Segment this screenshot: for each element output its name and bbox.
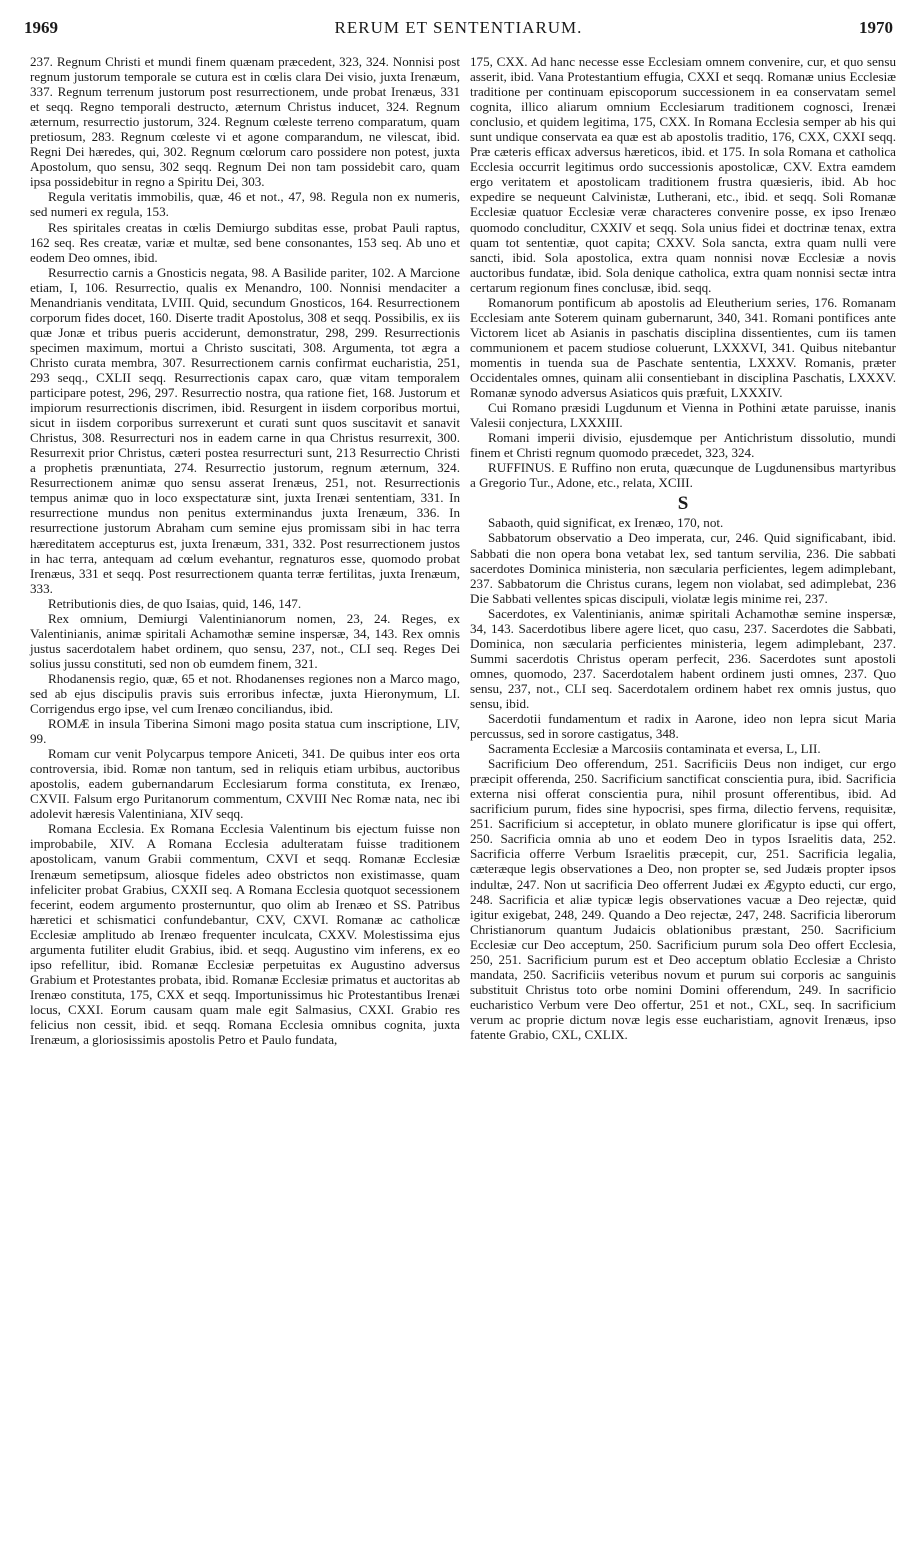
index-entry: RUFFINUS. E Ruffino non eruta, quæcunque de Lugdunensibus martyribus a Gregorio Tur., Adone, etc., relata, XCIII.	[470, 460, 896, 491]
running-title: RERUM ET SENTENTIARUM.	[334, 18, 583, 37]
index-entry: Sabbatorum observatio a Deo imperata, cur, 246. Quid significabant, ibid. Sabbati die non opera bona vetabat lex, sed tantum servilia, 236. Die sabbati sacerdotes Dominica ministeria, non sæcularia perficientes, legem adimplebant, 237. Sabbatorum die Christus curans, legem non violabat, sed adimplebat, 236 Die Sabbati vellentes spicas discipuli, violatæ legis minime rei, 237.	[470, 530, 896, 606]
index-entry: Romana Ecclesia. Ex Romana Ecclesia Valentinum bis ejectum fuisse non improbabile, XIV. A Romana Ecclesia adulteratam fuisse traditionem apostolicam, vanum Grabii commentum, CXVI et seqq. Romanæ Ecclesiæ Irenæum semetipsum, aliosque fideles adeo obstrictos non existimasse, quam infeliciter probat Grabius, CXXII seq. A Romana Ecclesia quotquot secessionem fecerint, eodem argumento prosternuntur, quo olim ab Irenæo et SS. Patribus hæretici et schismatici confundebantur, CXV, CXVI. Romanæ ac catholicæ Ecclesiæ amplitudo ab Irenæo frequenter inculcata, CXXV. Molestissima ejus argumenta futiliter eludit Grabius, ibid. et seqq. Augustino vim inferens, ex eo ipso refellitur, ibid. Romanæ Ecclesiæ perpetuitas ex Augustino adversus Grabium et Protestantes probata, ibid. Romanæ Ecclesiæ primatus et auctoritas ab Irenæo constituta, 175, CXX et seqq. Importunissimus hic Protestantibus Irenæi locus, CXXI. Eorum causam quam male egit Salmasius, CXXI. Grabio res felicius non cessit, ibid. et seqq. Romana Ecclesia omnibus cognita, juxta Irenæum, a gloriosissimis apostolis Petro et Paulo fundata,	[30, 821, 460, 1048]
index-entry: Cui Romano præsidi Lugdunum et Vienna in Pothini ætate paruisse, inanis Valesii conjectura, LXXXIII.	[470, 400, 896, 431]
index-entry: 237. Regnum Christi et mundi finem quænam præcedent, 323, 324. Nonnisi post regnum justorum temporale se cutura est in cœlis clara Dei visio, juxta Irenæum, 337. Regnum terrenum justorum post resurrectionem, unde probat Irenæus, 331 et seqq. Regno temporali destructo, æternum Christus inducet, 324. Regnum æternum, resurrectio justorum, 324. Regnum cœleste terreno comparatum, quam pretiosum, 283. Regnum cœleste vi et agone comparandum, ne vilescat, ibid. Regni Dei hæredes, qui, 302. Regnum cœlorum caro possidere non potest, juxta Apostolum, quo sensu, 302 seqq. Regnum Dei non tam possidebit caro, quam ipsa possidebitur in regno a Spiritu Dei, 303.	[30, 54, 460, 190]
page-number-right: 1970	[859, 18, 893, 37]
index-entry: Retributionis dies, de quo Isaias, quid, 146, 147.	[48, 595, 302, 611]
index-entry: Sabaoth, quid significat, ex Irenæo, 170, not.	[488, 515, 724, 531]
index-entry: Romani imperii divisio, ejusdemque per Antichristum dissolutio, mundi finem et Christi regnum quomodo præcedet, 323, 324.	[470, 430, 896, 461]
index-entry: Romanorum pontificum ab apostolis ad Eleutherium series, 176. Romanam Ecclesiam ante Soterem quinam gubernarunt, 340, 341. Romani pontifices ante Victorem licet ab Asianis in paschatis disciplina dissentientes, cum iis tamen communionem et pacem studiose coluerunt, LXXXVI, 341. Quibus nitebantur momentis in tuenda sua de Paschate sententia, LXXXV. Romanis, præter Occidentales omnes, quinam alii consentiebant in disciplina Paschatis, LXXXV. Romanæ synodo adversus Asiaticos quis præfuit, LXXXIV.	[470, 294, 896, 401]
index-entry: Resurrectio carnis a Gnosticis negata, 98. A Basilide pariter, 102. A Marcione etiam, I, 106. Resurrectio, qualis ex Menandro, 100. Nonnisi mendaciter a Menandrianis venditata, LVIII. Quid, secundum Gnosticos, 164. Resurrectionem corporum fides docet, 160. Diserte tradit Apostolus, 308 et seqq. Possibilis, ex iis quæ Jonæ et tribus pueris acciderunt, demonstratur, 298, 299. Resurrectionis specimen maximum, mortui a Christo suscitati, 308. Argumenta, tot ægra a Christo curata membra, 307. Resurrectionem carnis confirmat eucharistia, 251, 293 seqq., CXLII seqq. Resurrectionis capax caro, quæ vitam temporalem participare potest, 296, 297. Resurrectio nostra, qua ratione fiet, 168. Justorum et impiorum resurrectionis discrimen, ibid. Resurgent in iisdem corporibus mortui, sicut in iisdem corporibus surrexerunt et curati sunt quos suscitavit et sanavit Christus, 308. Resurrecturi nos in eadem carne in qua Christus resurrexit, 300. Resurrexit prior Christus, cæteri postea resurrecturi sunt, 213 Resurrectio Christi a prophetis prænuntiata, 274. Resurrectio justorum, regnum æternum, 324. Resurrectionem animæ quo sensu asserat Irenæus, 251, not. Resurrectionis tempus animæ quo in loco exspectaturæ sint, juxta Irenæi sententiam, 331. In resurrectione mundus non penitus exterminandus juxta Irenæum, 336. In resurrectione justorum Abraham cum semine ejus promissam sibi in hac terra hæreditatem accepturus est, juxta Irenæum, 331, 332. Post resurrectionem justos in hac terra, antequam ad cœlum evehantur, regnaturos esse, quomodo probat Irenæus, 331 et seqq. Post resurrectionem quanta terræ fertilitas, juxta Irenæum, 333.	[30, 264, 460, 596]
index-entry: Regula veritatis immobilis, quæ, 46 et not., 47, 98. Regula non ex numeris, sed numeri ex regula, 153.	[30, 189, 460, 220]
index-entry: Romam cur venit Polycarpus tempore Aniceti, 341. De quibus inter eos orta controversia, ibid. Romæ non tantum, sed in reliquis etiam urbibus, auctoribus apostolis, eadem gubernandarum Ecclesiarum forma constituta, ex Irenæo, CXVII. Falsum ergo Puritanorum commentum, CXVIII Nec Romæ nata, nec ibi adolevit hæresis Valentiniana, XIV seqq.	[30, 746, 460, 822]
index-entry: Sacramenta Ecclesiæ a Marcosiis contaminata et eversa, L, LII.	[488, 741, 821, 757]
index-entry: Sacerdotii fundamentum et radix in Aarone, ideo non lepra sicut Maria percussus, sed in sorore castigatus, 348.	[470, 711, 896, 742]
right-column	[470, 54, 896, 1042]
page-header	[24, 12, 893, 38]
left-column	[30, 54, 460, 1047]
index-entry: ROMÆ in insula Tiberina Simoni mago posita statua cum inscriptione, LIV, 99.	[30, 716, 460, 747]
page-number-left: 1969	[24, 18, 58, 37]
index-entry: Rhodanensis regio, quæ, 65 et not. Rhodanenses regiones non a Marco mago, sed ab ejus discipulis pravis suis erroribus infectæ, juxta Hieronymum, LI. Corrigendus ergo ipse, vel cum Irenæo conciliandus, ibid.	[30, 670, 460, 717]
section-letter-heading: S	[677, 493, 689, 515]
index-entry: Rex omnium, Demiurgi Valentinianorum nomen, 23, 24. Reges, ex Valentinianis, animæ spiritali Achamothæ semine inspersæ, 34, 143. Rex omnis justus sacerdotalem habet ordinem, quo sensu, 237, not., CLI seq. Reges Dei solius jussu constituti, sed non ob eumdem finem, 321.	[30, 610, 460, 671]
index-entry: Sacrificium Deo offerendum, 251. Sacrificiis Deus non indiget, cur ergo præcipit offerenda, 250. Sacrificium sanctificat conscientia pura, ibid. Sacrificia externa nisi offerat conscientia pura, nihil prosunt offerentibus, ibid. Ad sacrificium purum, fides sine hypocrisi, spes firma, dilectio fervens, requisitæ, 251. Sacrificium si acceptetur, in oblato munere glorificatur is ipse qui offert, 250. Sacrificia omnia ab uno et eodem Deo in typos Israelitis data, 252. Sacrificia offerre Verbum Israelitis præcepit, cur, 251. Sacrificia legalia, cæteræque legis observationes a Deo, non propter se, sed Judæis propter ipsos indultæ, 247. Non ut sacrificia Deo offerrent Judæi ex Ægypto educti, cur ergo, 248. Sacrificia et aliæ typicæ legis observationes vacuæ a Deo rejectæ, quid igitur exigebat, 248, 249. Quando a Deo rejectæ, 247, 248. Sacrificia liberorum Christianorum quantum Judaicis oblationibus præstant, 250. Sacrificium Ecclesiæ cur Deo acceptum, 250. Sacrificium purum sola Deo offert Ecclesia, 250, 251. Sacrificium purum est et Deo acceptum oblatio Ecclesiæ a Christo mandata, 250. Sacrificiis veteribus novum et purum sui corporis ac sanguinis substituit Christus toto orbe nomini Domini offerendum, 249. In sacrificio eucharistico Verbum vere Deo offertur, 251 et not., CXL, seq. In sacrificium verum ac proprie dictum novæ legis esse eucharistiam, agnovit Irenæus, ipso fatente Grabio, CXL, CXLIX.	[470, 756, 896, 1042]
index-entry: 175, CXX. Ad hanc necesse esse Ecclesiam omnem convenire, cur, et quo sensu asserit, ibid. Vana Protestantium effugia, CXXI et seqq. Romanæ unius Ecclesiæ traditione per continuam episcoporum successionem in ea conservatam semel cognita, illico aliarum omnium Ecclesiarum traditionem cognosci, Irenæi conclusio, et quidem legitima, 175, CXX. In Romana Ecclesia semper ab his qui sunt undique conservata ea quæ est ab apostolis traditio, 176, CXX, CXXI seqq. Præ cæteris efficax adversus hæreticos, ibid. et 175. In sola Romana et catholica Ecclesia occurrit legitimus ordo successionis apostolicæ, CXV. Extra eamdem ergo veritatem et apostolicam traditionem frustra quæsieris, ibid. Ab hoc expedire se nequeunt Calvinistæ, Lutherani, etc., ibid. et seqq. Soli Romanæ Ecclesiæ quatuor Ecclesiæ veræ characteres convenire posse, ex ipso Irenæo quomodo concluditur, CXXIV et seqq. Sola unius fidei et doctrinæ tenax, extra quam tot sententiæ, quot capita; CXXV. Sola sancta, extra quam nulli vere sancti, ibid. Sola apostolica, extra quam nonnisi novæ Ecclesiæ a novis auctoribus fundatæ, ibid. Sola denique catholica, extra quam nonnisi sectæ intra certarum regionum fines conclusæ, ibid. seqq.	[470, 54, 896, 295]
index-entry: Res spiritales creatas in cœlis Demiurgo subditas esse, probat Pauli raptus, 162 seq. Res creatæ, variæ et multæ, sed bene consonantes, 153 seq. Ab uno et eodem Deo omnes, ibid.	[30, 219, 460, 265]
index-entry: Sacerdotes, ex Valentinianis, animæ spiritali Achamothæ semine inspersæ, 34, 143. Sacerdotibus libere agere licet, quo casu, 237. Sacerdotes die Sabbati, Dominica, non sæcularia perficientes ministeria, legem adimplebant, 237. Summi sacerdotis Christus operam perfecit, 236. Sacerdotes sunt apostoli omnes, quomodo, 237. Sacerdotalem habent ordinem justi omnes, 237. Quo sensu, 237, not., CLI seq. Sacerdotalem ordinem habet rex omnis justus, quo sensu, ibid.	[470, 605, 896, 711]
